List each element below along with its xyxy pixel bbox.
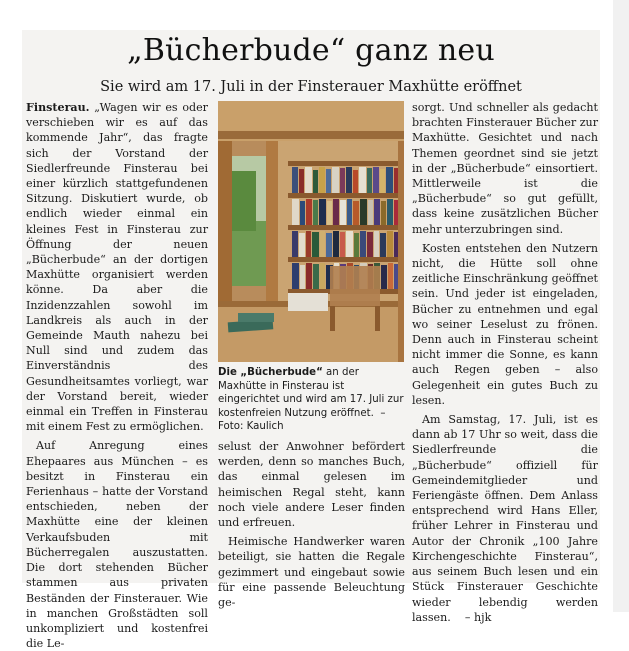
author-signature: – hjk (464, 610, 492, 624)
paragraph: selust der Anwohner befördert werden, denn so manches Buch, das einmal gelesen im heimischen Regal steht, kann noch viele andere Leser finden und erfreuen. (218, 440, 405, 530)
photo-credit: – Foto: Kaulich (218, 407, 386, 433)
bookshelf-photo (218, 101, 404, 362)
paragraph: Kosten entstehen den Nutzern nicht, die Hütte soll ohne zeitliche Einschränkung geöffnet sein. Und jeder ist eingeladen, Bücher zu entnehmen und egal wo seiner Leselust zu frönen. Denn auch in Finsterau scheint nicht immer die Sonne, es kann auch Regen geben – also Gelegenheit ein gutes Buch zu lesen. (412, 241, 598, 407)
caption-text: an der Maxhütte in Finsterau ist eingerichtet und wird am 17. Juli zur kostenfreien Nutzung eröffnet. (218, 367, 404, 419)
caption-bold: Die „Bücherbude“ (218, 367, 323, 378)
paragraph (26, 100, 208, 434)
headline: „Bücherbude“ ganz neu (127, 33, 495, 68)
paragraph-text: Am Samstag, 17. Juli, ist es dann ab 17 Uhr so weit, dass die Siedlerfreunde die „Bücherbude“ offiziell für Gemeindemitglieder und Feriengäste öffnen. Dem Anlass entsprechend wird Hans Eller, früher Lehrer in Finsterau und Autor der Chronik „100 Jahre Kirchengeschichte Finsterau“, aus seinem Buch lesen und ein Stück Finsterauer Geschichte wieder lebendig werden lassen. (412, 413, 598, 624)
dateline: Finsterau. (26, 101, 90, 114)
paragraph: sorgt. Und schneller als gedacht brachten Finsterauer Bücher zur Maxhütte. Gesichtet und nach Themen geordnet sind sie jetzt in der „Bücherbude“ einsortiert. Mittlerweile ist die „Bücherbude“ so gut gefüllt, dass keine zusätzlichen Bücher mehr unterzubringen sind. (412, 101, 598, 236)
subheadline: Sie wird am 17. Juli in der Finsterauer Maxhütte eröffnet (100, 79, 522, 95)
article-column-2 (218, 439, 405, 610)
page-edge (613, 0, 629, 612)
article-column-1 (26, 100, 208, 651)
article-column-3 (412, 100, 598, 625)
paragraph-text: „Wagen wir es oder verschieben wir es auf das kommende Jahr“, das fragte sich der Vorstand der Siedlerfreunde Finsterau bei einer kürzlich stattgefundenen Sitzung. Diskutiert wurde, ob endlich wieder einmal ein kleines Fest in Finsterau zur Öffnung der neuen „Bücherbude“ an der dortigen Maxhütte organisiert werden könne. Da aber die Inzidenzzahlen sowohl im Landkreis als auch in der Gemeinde Mauth nahezu bei Null sind und zudem das Einverständnis des Gesundheitsamtes vorliegt, war der Vorstand bereit, wieder einmal ein Treffen in Finsterau mit einem Fest zu ermöglichen. (26, 101, 208, 434)
paragraph (412, 412, 598, 625)
paragraph: Auf Anregung eines Ehepaares aus München – es besitzt in Finsterau ein Ferienhaus – hatte der Vorstand entschieden, neben der Maxhütte eine der kleinen Verkaufsbuden mit Bücherregalen auszustatten. Die dort stehenden Bücher stammen aus privaten Beständen der Finsterauer. Wie in manchen Großstädten soll unkompliziert und kostenfrei die Le- (26, 439, 208, 651)
photo-caption (218, 366, 405, 434)
paragraph: Heimische Handwerker waren beteiligt, sie hatten die Regale gezimmert und eingebaut sowie für eine passende Beleuchtung ge- (218, 535, 405, 610)
bookshelf-illustration (218, 101, 404, 362)
